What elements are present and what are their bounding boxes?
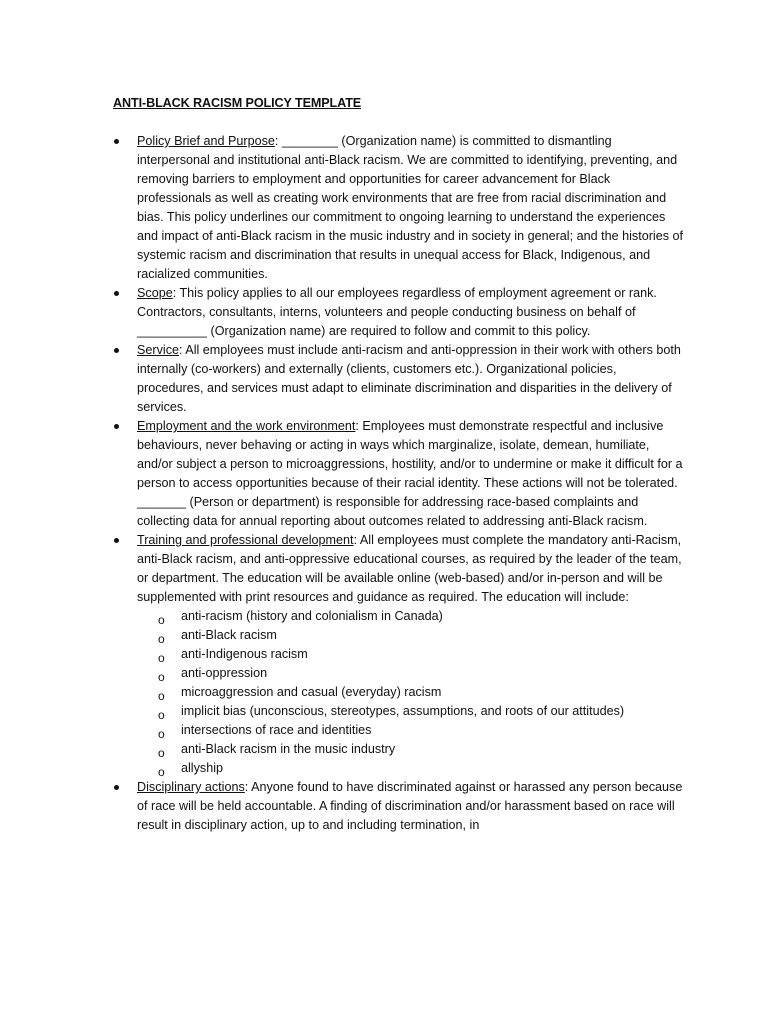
training-topic-text: anti-oppression xyxy=(181,666,268,680)
section-heading: Employment and the work environment xyxy=(137,419,356,433)
section-body: : ________ (Organization name) is committed to dismantling interpersonal and institutional anti-Black racism. We are committed to identifying, preventing, and removing barriers to employment and opportunities for career advancement for Black professionals as well as creating work environments that are free from racial discrimination and bias. This policy underlines our commitment to ongoing learning to understand the experiences and impact of anti-Black racism in the music industry and in society in general; and the histories of systemic racism and discrimination that results in unequal access for Black, Indigenous, and racialized communities. xyxy=(137,134,683,281)
circle-bullet-icon: o xyxy=(158,651,165,665)
training-topic-item xyxy=(113,664,683,683)
circle-bullet-icon: o xyxy=(158,708,165,722)
training-topic-item xyxy=(113,683,683,702)
section-heading: Training and professional development xyxy=(137,533,354,547)
section-service xyxy=(113,341,683,417)
circle-bullet-icon: o xyxy=(158,632,165,646)
section-body: : Anyone found to have discriminated against or harassed any person because of race will be held accountable. A finding of discrimination and/or harassment based on race will result in disciplinary action, up to and including termination, in xyxy=(137,780,683,832)
bullet-icon xyxy=(114,785,119,790)
bullet-icon xyxy=(114,538,119,543)
circle-bullet-icon: o xyxy=(158,670,165,684)
section-disciplinary xyxy=(113,778,683,835)
section-policy-brief xyxy=(113,132,683,284)
training-topic-item xyxy=(113,645,683,664)
section-training xyxy=(113,531,683,607)
circle-bullet-icon: o xyxy=(158,746,165,760)
training-topic-text: anti-Black racism in the music industry xyxy=(181,742,396,756)
training-topic-text: implicit bias (unconscious, stereotypes, assumptions, and roots of our attitudes) xyxy=(181,704,625,718)
section-heading: Policy Brief and Purpose xyxy=(137,134,275,148)
policy-sections-list xyxy=(113,132,683,835)
section-body: : All employees must include anti-racism and anti-oppression in their work with others both internally (co-workers) and externally (clients, customers etc.). Organizational policies, procedures, and services must adapt to eliminate discrimination and disparities in the delivery of services. xyxy=(137,343,681,414)
training-topic-text: allyship xyxy=(181,761,223,775)
bullet-icon xyxy=(114,291,119,296)
training-topic-item xyxy=(113,702,683,721)
section-body: : All employees must complete the mandatory anti-Racism, anti-Black racism, and anti-oppressive educational courses, as required by the leader of the team, or department. The education will be available online (web-based) and/or in-person and will be supplemented with print resources and guidance as required. The education will include: xyxy=(137,533,682,604)
page-title: ANTI-BLACK RACISM POLICY TEMPLATE xyxy=(113,96,362,110)
section-body: : This policy applies to all our employees regardless of employment agreement or rank. Contractors, consultants, interns, volunteers and people conducting business on behalf of __________ (Organization name) are required to follow and commit to this policy. xyxy=(137,286,657,338)
circle-bullet-icon: o xyxy=(158,613,165,627)
training-topic-text: anti-Black racism xyxy=(181,628,277,642)
bullet-icon xyxy=(114,424,119,429)
training-topic-item xyxy=(113,721,683,740)
section-heading: Disciplinary actions xyxy=(137,780,245,794)
training-topic-text: anti-racism (history and colonialism in Canada) xyxy=(181,609,443,623)
training-topic-text: anti-Indigenous racism xyxy=(181,647,308,661)
section-heading: Service xyxy=(137,343,179,357)
section-body: : Employees must demonstrate respectful and inclusive behaviours, never behaving or acting in ways which marginalize, isolate, demean, humiliate, and/or subject a person to microaggressions, hostility, and/or to undermine or make it difficult for a person to access opportunities because of their racial identity. These actions will not be tolerated. _______ (Person or department) is responsible for addressing race-based complaints and collecting data for annual reporting about outcomes related to addressing anti-Black racism. xyxy=(137,419,683,528)
training-topic-text: microaggression and casual (everyday) racism xyxy=(181,685,442,699)
training-topic-item xyxy=(113,626,683,645)
section-heading: Scope xyxy=(137,286,173,300)
circle-bullet-icon: o xyxy=(158,765,165,779)
training-topic-item xyxy=(113,759,683,778)
circle-bullet-icon: o xyxy=(158,689,165,703)
training-topic-item xyxy=(113,740,683,759)
section-scope xyxy=(113,284,683,341)
circle-bullet-icon: o xyxy=(158,727,165,741)
bullet-icon xyxy=(114,348,119,353)
training-topic-item xyxy=(113,607,683,626)
training-topic-text: intersections of race and identities xyxy=(181,723,372,737)
section-employment xyxy=(113,417,683,531)
bullet-icon xyxy=(114,139,119,144)
